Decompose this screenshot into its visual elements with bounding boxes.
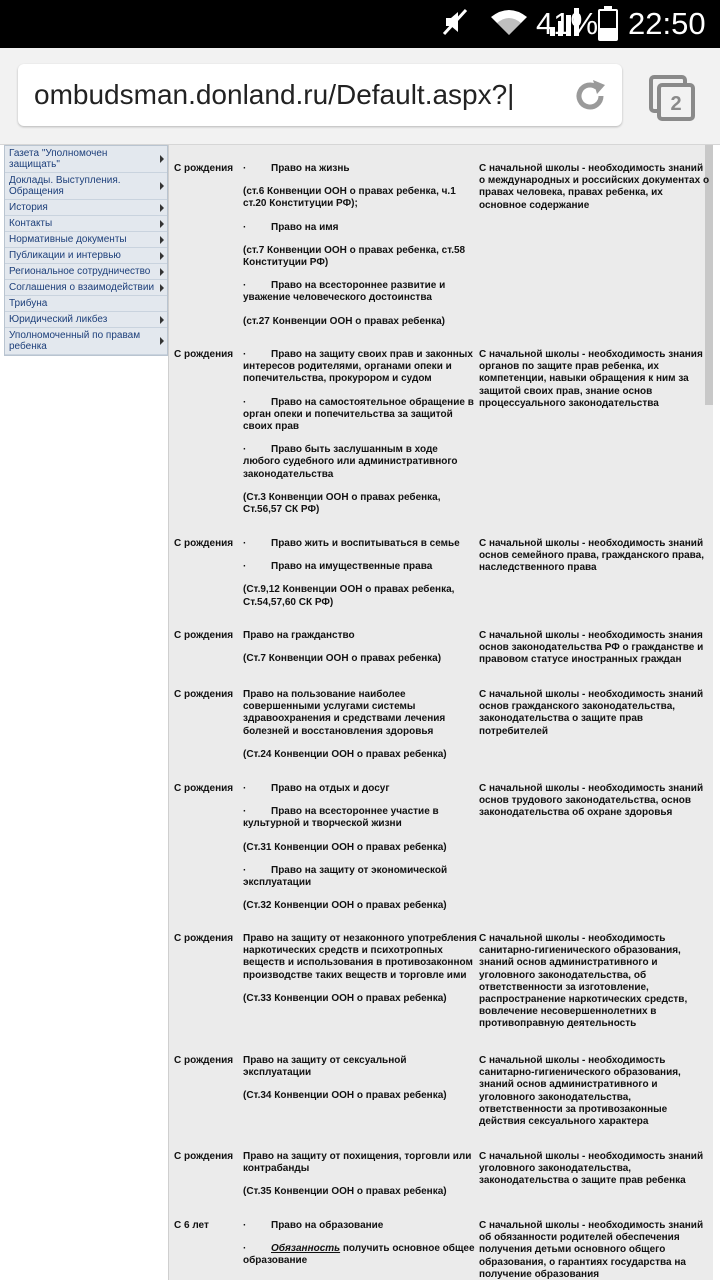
web-page bbox=[0, 145, 720, 1280]
age-cell: С рождения bbox=[174, 630, 234, 641]
battery-fill bbox=[600, 28, 616, 39]
tab-count: 2 bbox=[670, 93, 682, 115]
knowledge-cell: С начальной школы - необходимость санитарно-гигиенического образования, знаний основ административного и уголовного законодательства, ответственности за противозаконные действия сексуального характера bbox=[479, 1055, 681, 1128]
chevron-right-icon bbox=[160, 182, 164, 190]
chevron-right-icon bbox=[160, 268, 164, 276]
sidebar-item-tribuna[interactable]: Трибуна bbox=[5, 296, 167, 312]
knowledge-cell: С начальной школы - необходимость знания основ законодательства РФ о гражданстве и правовом статусе иностранных граждан bbox=[479, 630, 704, 666]
address-bar[interactable] bbox=[18, 64, 622, 126]
chevron-right-icon bbox=[160, 284, 164, 292]
rights-table bbox=[168, 145, 713, 1280]
reload-icon[interactable] bbox=[570, 76, 610, 116]
battery-percent: 41% bbox=[536, 6, 599, 41]
sidebar-item-publikatsii[interactable]: Публикации и интервью bbox=[5, 248, 167, 264]
knowledge-cell: С начальной школы - необходимость санитарно-гигиенического образования, знаний основ административного и уголовного законодательства, об ответственности за изготовление, распространение наркотических средств, вовлечение несовершеннолетних в противоправную деятельность bbox=[479, 933, 688, 1030]
rights-cell: Право на защиту от незаконного употребления наркотических средств и психотропных веществ и использования в противозаконном производстве таких веществ и торговле ими (Ст.33 Конвенции ООН о правах ребенка) bbox=[243, 933, 477, 1004]
url-text[interactable]: ombudsman.donland.ru/Default.aspx?| bbox=[34, 79, 515, 110]
sidebar-item-gazeta[interactable]: Газета "Уполномочен защищать" bbox=[5, 146, 167, 173]
knowledge-cell: С начальной школы - необходимость знаний об обязанности родителей обеспечения получения детьми основного общего образования, о гарантиях государства на получение образования bbox=[479, 1220, 704, 1280]
age-cell: С рождения bbox=[174, 933, 234, 944]
knowledge-cell: С начальной школы - необходимость знаний основ гражданского законодательства, законодательства о защите прав потребителей bbox=[479, 689, 704, 737]
chevron-right-icon bbox=[160, 252, 164, 260]
chevron-right-icon bbox=[160, 204, 164, 212]
age-cell: С рождения bbox=[174, 689, 234, 700]
rights-cell: Право на защиту от похищения, торговли или контрабанды (Ст.35 Конвенции ООН о правах ребенка) bbox=[243, 1151, 472, 1198]
chevron-right-icon bbox=[160, 220, 164, 228]
age-cell: С рождения bbox=[174, 349, 234, 360]
sidebar-item-upolnomochenny[interactable]: Уполномоченный по правам ребенка bbox=[5, 328, 167, 355]
age-cell: С 6 лет bbox=[174, 1220, 209, 1231]
wifi-icon bbox=[488, 7, 530, 42]
browser-toolbar bbox=[0, 48, 720, 145]
sidebar-item-soglasheniya[interactable]: Соглашения о взаимодействии bbox=[5, 280, 167, 296]
rights-cell: · Право на образование · Обязанность получить основное общее образование bbox=[243, 1220, 475, 1267]
chevron-right-icon bbox=[160, 337, 164, 345]
sidebar-item-normativnye[interactable]: Нормативные документы bbox=[5, 232, 167, 248]
sidebar-item-kontakty[interactable]: Контакты bbox=[5, 216, 167, 232]
knowledge-cell: С начальной школы - необходимость знаний уголовного законодательства, законодательства о защите прав ребенка bbox=[479, 1151, 704, 1187]
mute-icon bbox=[440, 7, 470, 42]
rights-cell: · Право на жизнь (ст.6 Конвенции ООН о правах ребенка, ч.1 ст.20 Конституции РФ); · Право на имя (ст.7 Конвенции ООН о правах ребенка, ст.58 Конституции РФ) · Право на всестороннее развитие и уважение человеческого достоинства (ст.27 Конвенции ООН о правах ребенка) bbox=[243, 163, 466, 327]
clock: 22:50 bbox=[628, 6, 706, 41]
rights-cell: Право на гражданство (Ст.7 Конвенции ООН о правах ребенка) bbox=[243, 630, 442, 665]
status-bar bbox=[0, 0, 720, 48]
sidebar-item-regionalnoe[interactable]: Региональное сотрудничество bbox=[5, 264, 167, 280]
tabs-button[interactable] bbox=[648, 74, 696, 122]
knowledge-cell: С начальной школы - необходимость знаний основ трудового законодательства, основ законодательства об охране здоровья bbox=[479, 783, 704, 819]
chevron-right-icon bbox=[160, 155, 164, 163]
sidebar-item-likbez[interactable]: Юридический ликбез bbox=[5, 312, 167, 328]
rights-cell: · Право на защиту своих прав и законных интересов родителями, органами опеки и попечительства, прокурором и судом · Право на самостоятельное обращение в орган опеки и попечительства за защитой своих прав · Право быть заслушанным в ходе любого судебного или административного законодательства (Ст.3 Конвенции ООН о правах ребенка, Ст.56,57 СК РФ) bbox=[243, 349, 474, 516]
sidebar-item-doklady[interactable]: Доклады. Выступления. Обращения bbox=[5, 173, 167, 200]
age-cell: С рождения bbox=[174, 1151, 234, 1162]
rights-cell: · Право жить и воспитываться в семье · Право на имущественные права (Ст.9,12 Конвенции ООН о правах ребенка, Ст.54,57,60 СК РФ) bbox=[243, 538, 460, 608]
chevron-right-icon bbox=[160, 236, 164, 244]
rights-cell: Право на защиту от сексуальной эксплуатации (Ст.34 Конвенции ООН о правах ребенка) bbox=[243, 1055, 447, 1102]
rights-cell: Право на пользование наиболее совершенными услугами системы здравоохранения и средствами лечения болезней и восстановления здоровья (Ст.24 Конвенции ООН о правах ребенка) bbox=[243, 689, 447, 760]
age-cell: С рождения bbox=[174, 1055, 234, 1066]
sidebar-menu bbox=[4, 145, 168, 356]
age-cell: С рождения bbox=[174, 538, 234, 549]
battery-icon bbox=[598, 9, 618, 41]
knowledge-cell: С начальной школы - необходимость знания органов по защите прав ребенка, их компетенции, навыки обращения к ним за защитой своих прав, знание основ процессуального законодательства bbox=[479, 349, 703, 409]
knowledge-cell: С начальной школы - необходимость знаний о международных и российских документах о правах человека, правах ребенка, их основное содержание bbox=[479, 163, 710, 211]
age-cell: С рождения bbox=[174, 783, 234, 794]
chevron-right-icon bbox=[160, 316, 164, 324]
knowledge-cell: С начальной школы - необходимость знаний основ семейного права, гражданского права, наследственного права bbox=[479, 538, 705, 574]
sidebar-item-istoriya[interactable]: История bbox=[5, 200, 167, 216]
age-cell: С рождения bbox=[174, 163, 234, 174]
rights-cell: · Право на отдых и досуг · Право на всестороннее участие в культурной и творческой жизни (Ст.31 Конвенции ООН о правах ребенка) · Право на защиту от экономической эксплуатации (Ст.32 Конвенции ООН о правах ребенка) bbox=[243, 783, 448, 912]
